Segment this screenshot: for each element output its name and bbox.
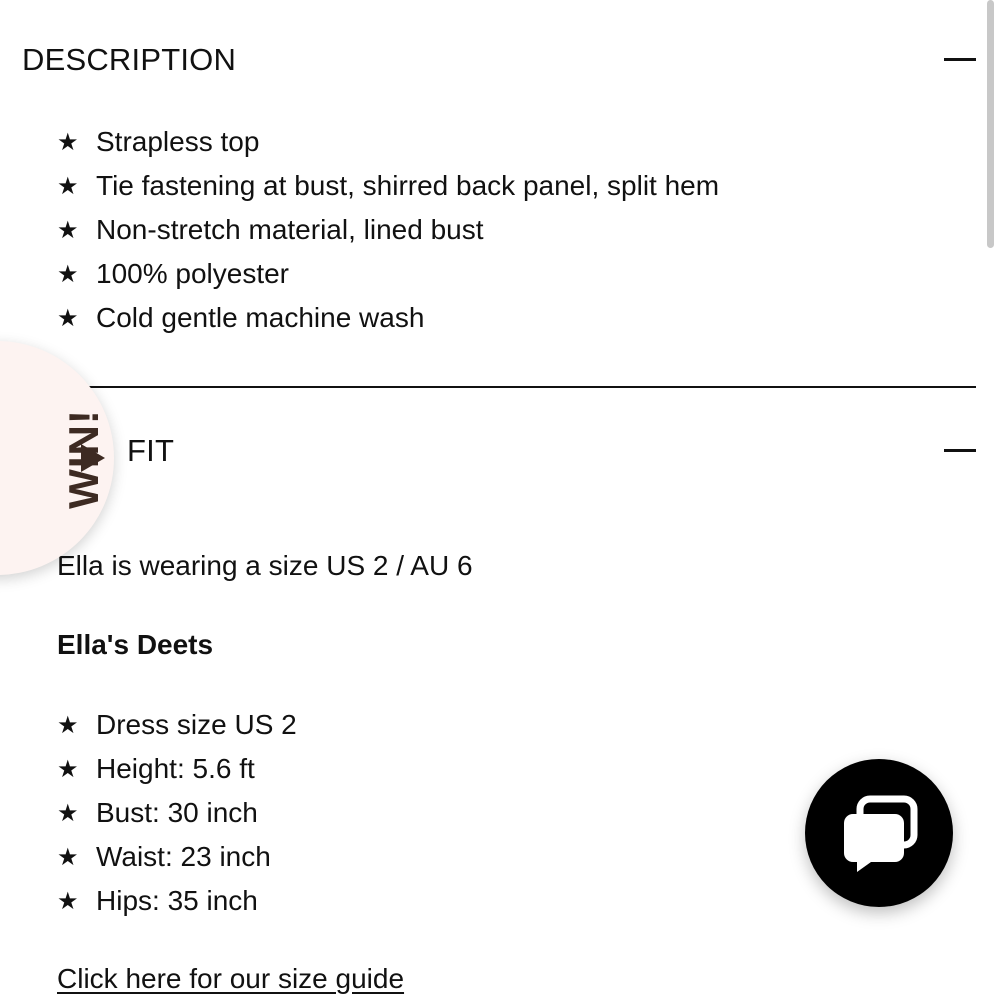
list-item-text: Dress size US 2 — [96, 709, 297, 740]
star-icon: ★ — [57, 128, 79, 156]
description-list — [57, 120, 719, 340]
win-label[interactable]: WIN! — [60, 409, 107, 509]
list-item-text: Cold gentle machine wash — [96, 302, 425, 333]
fit-title: FIT — [127, 433, 175, 468]
list-item — [57, 879, 297, 923]
size-guide-link[interactable]: Click here for our size guide — [57, 963, 405, 994]
model-size-text: Ella is wearing a size US 2 / AU 6 — [57, 550, 473, 581]
star-icon: ★ — [57, 887, 79, 915]
list-item — [57, 252, 719, 296]
star-icon: ★ — [57, 172, 79, 200]
list-item — [57, 747, 297, 791]
list-item — [57, 208, 719, 252]
fit-collapse-button[interactable] — [944, 438, 978, 462]
list-item-text: Strapless top — [96, 126, 260, 157]
list-item-text: Non-stretch material, lined bust — [96, 214, 484, 245]
star-icon: ★ — [57, 799, 79, 827]
star-icon: ★ — [57, 260, 79, 288]
list-item-text: Waist: 23 inch — [96, 841, 271, 872]
description-collapse-button[interactable] — [944, 47, 978, 71]
scrollbar[interactable] — [987, 0, 994, 248]
star-icon: ★ — [57, 304, 79, 332]
list-item-text: Tie fastening at bust, shirred back panel, split hem — [96, 170, 720, 201]
star-icon: ★ — [57, 755, 79, 783]
chat-button[interactable] — [805, 759, 953, 907]
list-item-text: 100% polyester — [96, 258, 290, 289]
description-header[interactable] — [0, 0, 1000, 120]
list-item-text: Bust: 30 inch — [96, 797, 258, 828]
list-item — [57, 296, 719, 340]
deets-heading: Ella's Deets — [57, 629, 214, 660]
chat-bubbles-icon — [805, 759, 953, 907]
list-item-text: Hips: 35 inch — [96, 885, 258, 916]
list-item — [57, 791, 297, 835]
minus-icon — [944, 58, 976, 61]
list-item — [57, 703, 297, 747]
star-icon: ★ — [57, 711, 79, 739]
list-item — [57, 164, 719, 208]
list-item — [57, 120, 719, 164]
list-item-text: Height: 5.6 ft — [96, 753, 255, 784]
model-measurements-list — [57, 703, 297, 923]
list-item — [57, 835, 297, 879]
star-icon: ★ — [57, 843, 79, 871]
star-icon: ★ — [57, 216, 79, 244]
fit-header[interactable] — [0, 400, 1000, 500]
description-title: DESCRIPTION — [22, 42, 237, 77]
minus-icon — [944, 449, 976, 452]
section-divider — [57, 386, 976, 388]
play-arrow-icon[interactable] — [81, 444, 105, 472]
